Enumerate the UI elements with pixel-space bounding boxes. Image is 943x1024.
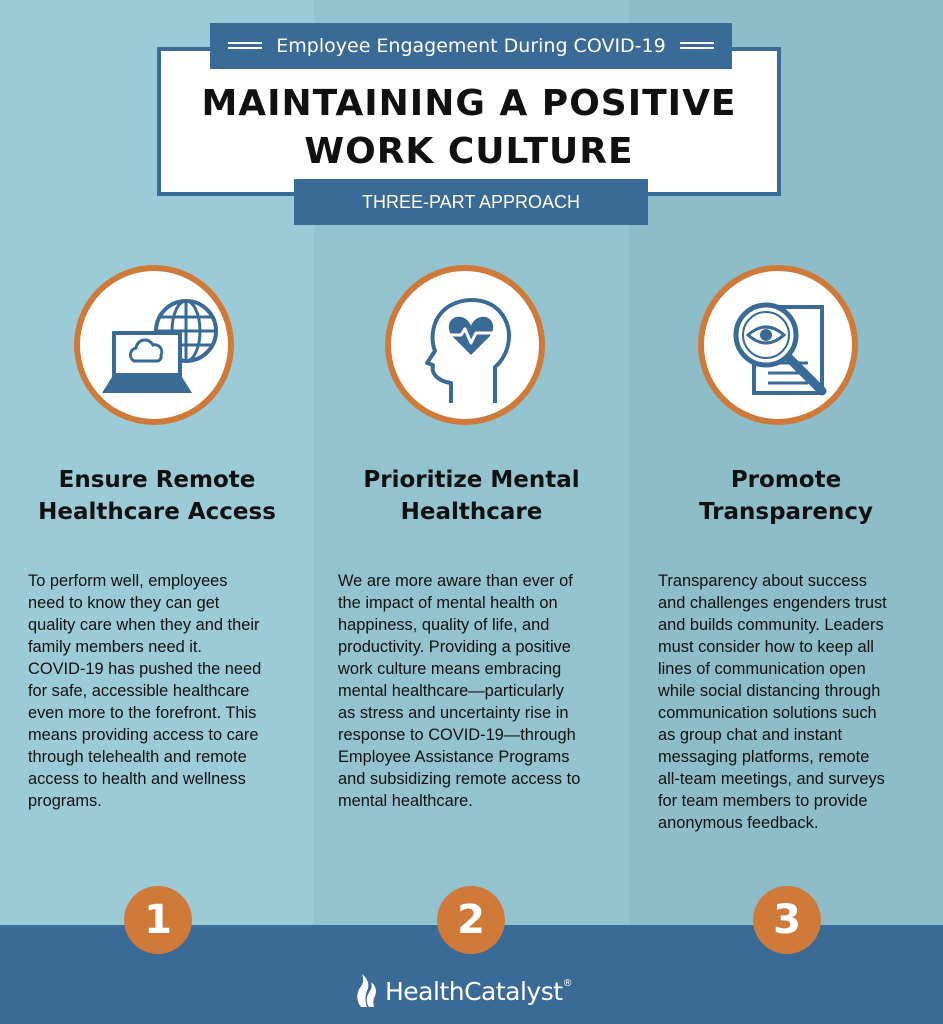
- icon-circle-3: [698, 265, 858, 425]
- column-body-2: [338, 570, 623, 812]
- column-heading-2: [314, 464, 629, 528]
- body-2-line: mental healthcare.: [338, 792, 473, 810]
- body-2-line: work culture means embracing: [338, 660, 562, 678]
- step-number-2: 2: [437, 886, 505, 954]
- column-heading-1: [0, 464, 314, 528]
- body-3-line: must consider how to keep all: [658, 638, 874, 656]
- magnifier-eye-icon: [704, 271, 852, 419]
- health-catalyst-logo: [355, 972, 573, 1010]
- body-3-line: for team members to provide: [658, 792, 868, 810]
- body-2-line: Employee Assistance Programs: [338, 748, 570, 766]
- body-2-line: the impact of mental health on: [338, 594, 558, 612]
- body-2-line: happiness, quality of life, and: [338, 616, 550, 634]
- laptop-globe-icon: [80, 271, 228, 419]
- column-body-3: [658, 570, 938, 834]
- body-3-line: as group chat and instant: [658, 726, 843, 744]
- step-number-3: 3: [753, 886, 821, 954]
- body-3-line: Transparency about success: [658, 572, 867, 590]
- body-1-line: through telehealth and remote: [28, 748, 247, 766]
- trademark-symbol: ®: [562, 978, 573, 989]
- body-1-line: means providing access to care: [28, 726, 259, 744]
- body-2-line: productivity. Providing a positive: [338, 638, 571, 656]
- body-3-line: lines of communication open: [658, 660, 866, 678]
- body-2-line: We are more aware than ever of: [338, 572, 573, 590]
- heading-2-line2: Healthcare: [400, 499, 543, 525]
- page-title-line2: WORK CULTURE: [304, 131, 634, 172]
- icon-circle-2: [385, 265, 545, 425]
- logo-text: HealthCatalyst: [385, 976, 563, 1006]
- body-1-line: programs.: [28, 792, 102, 810]
- body-3-line: all-team meetings, and surveys: [658, 770, 885, 788]
- body-1-line: access to health and wellness: [28, 770, 246, 788]
- body-1-line: even more to the forefront. This: [28, 704, 257, 722]
- body-2-line: mental healthcare—particularly: [338, 682, 564, 700]
- heading-3-line1: Promote: [730, 467, 842, 493]
- tagline-banner: [294, 179, 648, 225]
- body-3-line: communication solutions such: [658, 704, 877, 722]
- heading-2-line1: Prioritize Mental: [363, 467, 580, 493]
- tagline-text: THREE-PART APPROACH: [361, 191, 581, 212]
- body-3-line: and builds community. Leaders: [658, 616, 884, 634]
- heading-1-line2: Healthcare Access: [38, 499, 276, 525]
- body-1-line: COVID-19 has pushed the need: [28, 660, 262, 678]
- heading-1-line1: Ensure Remote: [58, 467, 256, 493]
- step-number-1: 1: [124, 886, 192, 954]
- banner-dash-left: [228, 42, 262, 49]
- body-3-line: anonymous feedback.: [658, 814, 819, 832]
- flame-icon: [355, 973, 379, 1009]
- body-3-line: messaging platforms, remote: [658, 748, 870, 766]
- banner-dash-right: [680, 42, 714, 49]
- icon-circle-1: [74, 265, 234, 425]
- body-1-line: family members need it.: [28, 638, 202, 656]
- subtitle-banner: [210, 23, 732, 69]
- body-2-line: as stress and uncertainty rise in: [338, 704, 569, 722]
- body-1-line: quality care when they and their: [28, 616, 260, 634]
- body-2-line: response to COVID-19—through: [338, 726, 576, 744]
- body-2-line: and subsidizing remote access to: [338, 770, 581, 788]
- body-1-line: need to know they can get: [28, 594, 220, 612]
- page-title-line1: MAINTAINING A POSITIVE: [201, 83, 737, 124]
- column-body-1: [28, 570, 308, 812]
- head-heart-icon: [391, 271, 539, 419]
- body-1-line: for safe, accessible healthcare: [28, 682, 250, 700]
- subtitle-text: Employee Engagement During COVID-19: [276, 35, 666, 57]
- body-3-line: and challenges engenders trust: [658, 594, 887, 612]
- body-3-line: while social distancing through: [658, 682, 881, 700]
- column-heading-3: [629, 464, 943, 528]
- page-title: [157, 80, 781, 176]
- body-1-line: To perform well, employees: [28, 572, 228, 590]
- heading-3-line2: Transparency: [698, 499, 874, 525]
